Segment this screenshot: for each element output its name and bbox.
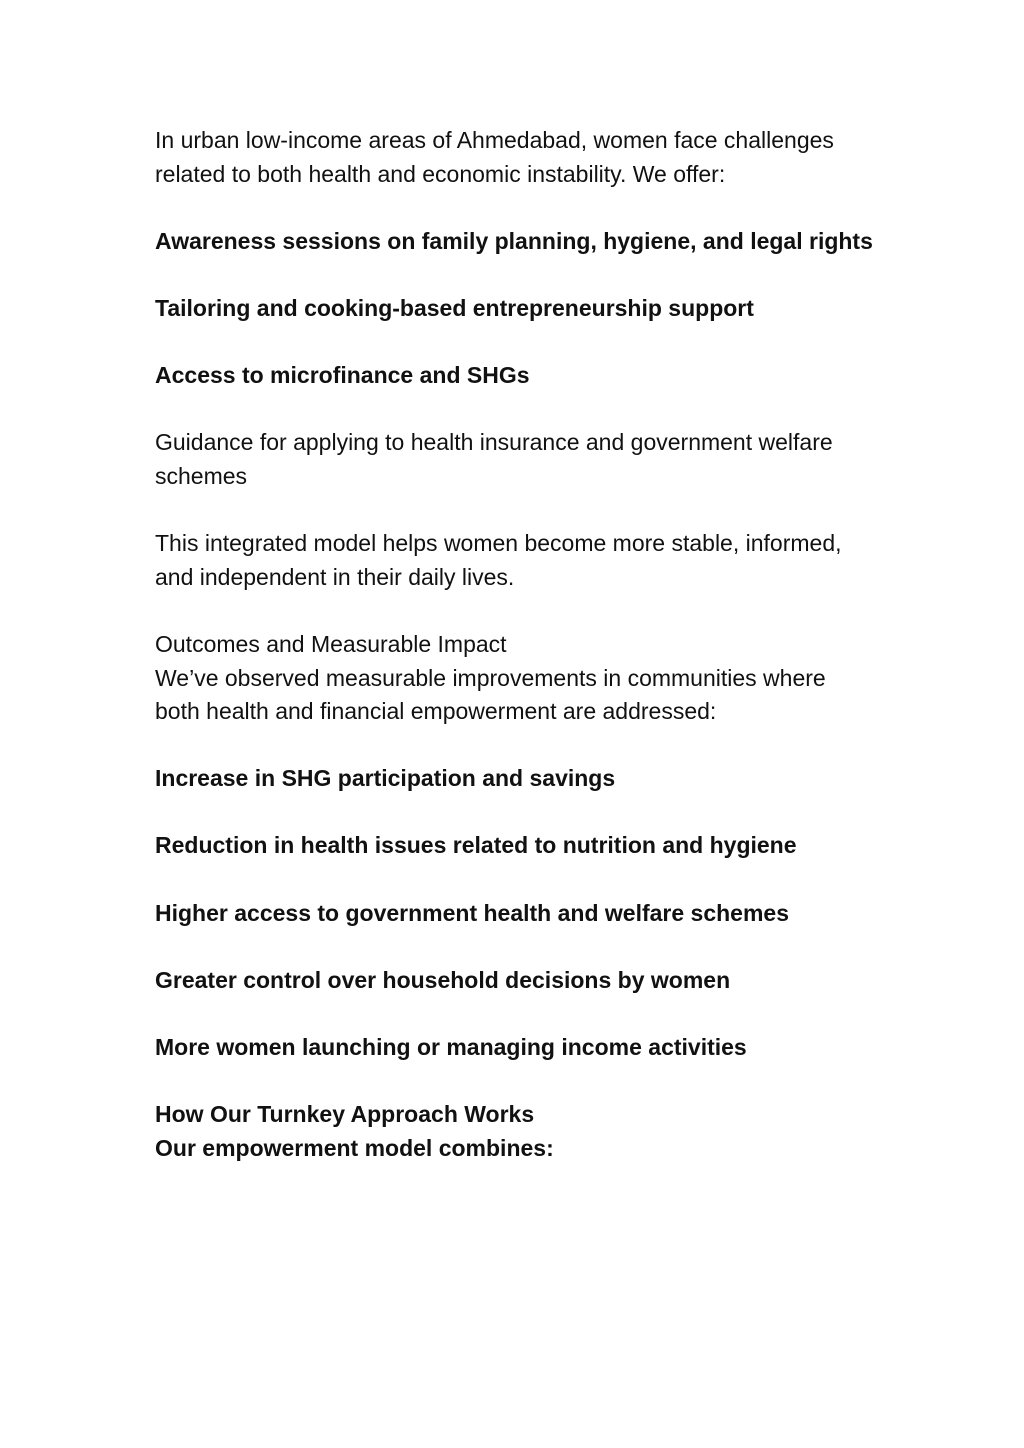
turnkey-approach-heading: How Our Turnkey Approach Works <box>155 1101 535 1128</box>
turnkey-approach-intro: Our empowerment model combines: <box>155 1134 554 1161</box>
document-body <box>155 124 875 1199</box>
impact-item-income-activities: More women launching or managing income activities <box>155 1034 747 1061</box>
outcomes-section <box>155 628 875 729</box>
impact-item-health-issues: Reduction in health issues related to nutrition and hygiene <box>155 832 797 859</box>
offer-item-insurance-guidance: Guidance for applying to health insurance and government welfare schemes <box>155 429 833 489</box>
impact-item-household-decisions: Greater control over household decisions by women <box>155 966 731 993</box>
offer-item-microfinance: Access to microfinance and SHGs <box>155 362 530 389</box>
offer-item-tailoring-cooking: Tailoring and cooking-based entrepreneurship support <box>155 294 754 321</box>
integrated-model-paragraph: This integrated model helps women become more stable, informed, and independent in their daily lives. <box>155 530 842 590</box>
impact-item-government-schemes: Higher access to government health and welfare schemes <box>155 899 790 926</box>
outcomes-heading: Outcomes and Measurable Impact <box>155 630 507 657</box>
offer-item-awareness-sessions: Awareness sessions on family planning, hygiene, and legal rights <box>155 227 873 254</box>
impact-item-shg-participation: Increase in SHG participation and savings <box>155 765 616 792</box>
turnkey-approach-section <box>155 1098 875 1165</box>
intro-paragraph: In urban low-income areas of Ahmedabad, women face challenges related to both health and economic instability. We offer: <box>155 127 834 187</box>
outcomes-intro: We’ve observed measurable improvements in communities where both health and financial empowerment are addressed: <box>155 664 826 725</box>
